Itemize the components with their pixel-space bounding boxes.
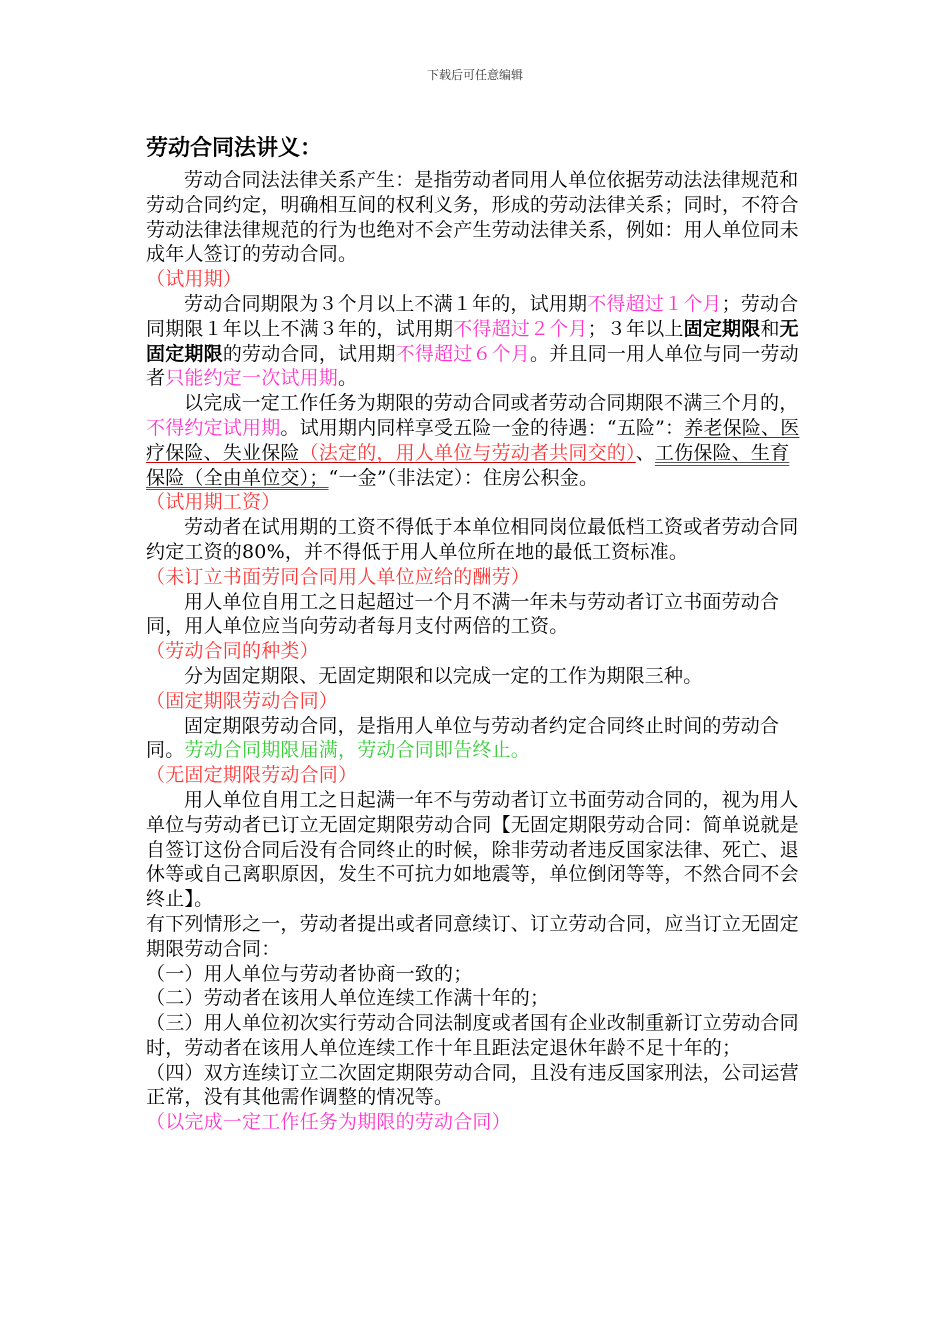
task-probation-paragraph: 以完成一定工作任务为期限的劳动合同或者劳动合同期限不满三个月的，不得约定试用期。试用期内同样享受五险一金的待遇：“五险”：养老保险、医疗保险、失业保险（法定的，用人单位与劳动者共同交的）、工伤保险、生育保险（全由单位交）；“一金”（非法定）：住房公积金。 xyxy=(146,392,800,489)
heading-types: （劳动合同的种类） xyxy=(146,640,319,663)
no-contract-paragraph: 用人单位自用工之日起超过一个月不满一年未与劳动者订立书面劳动合同，用人单位应当向劳动者每月支付两倍的工资。 xyxy=(146,590,780,638)
list-item: （二）劳动者在该用人单位连续工作满十年的； xyxy=(146,987,550,1010)
heading-task: （以完成一定工作任务为期限的劳动合同） xyxy=(146,1111,511,1134)
heading-probation: （试用期） xyxy=(146,268,243,291)
heading-open: （无固定期限劳动合同） xyxy=(146,764,358,787)
probation-paragraph: 劳动合同期限为３个月以上不满１年的，试用期不得超过１个月；劳动合同期限１年以上不满３年的，试用期不得超过２个月；３年以上固定期限和无固定期限的劳动合同，试用期不得超过６个月。并且同一用人单位与同一劳动者只能约定一次试用期。 xyxy=(146,292,799,390)
conditions-intro: 有下列情形之一，劳动者提出或者同意续订、订立劳动合同，应当订立无固定期限劳动合同： xyxy=(146,912,799,960)
heading-fixed: （固定期限劳动合同） xyxy=(146,689,339,712)
heading-no-contract: （未订立书面劳同合同用人单位应给的酬劳） xyxy=(146,565,531,588)
intro-paragraph: 劳动合同法法律关系产生：是指劳动者同用人单位依据劳动法法律规范和劳动合同约定，明确相互间的权利义务，形成的劳动法律关系；同时，不符合劳动法律法律规范的行为也绝对不会产生劳动法律关系，例如：用人单位同未成年人签订的劳动合同。 xyxy=(146,169,799,266)
types-paragraph: 分为固定期限、无固定期限和以完成一定的工作为期限三种。 xyxy=(184,664,703,687)
document-title: 劳动合同法讲义： xyxy=(146,135,323,161)
probation-wage-paragraph: 劳动者在试用期的工资不得低于本单位相同岗位最低档工资或者劳动合同约定工资的80%，并不得低于用人单位所在地的最低工资标准。 xyxy=(146,516,799,563)
list-item: （三）用人单位初次实行劳动合同法制度或者国有企业改制重新订立劳动合同时，劳动者在该用人单位连续工作十年且距法定退休年龄不足十年的； xyxy=(146,1012,799,1059)
list-item: （一）用人单位与劳动者协商一致的； xyxy=(146,962,473,985)
document-body xyxy=(146,130,808,1135)
fixed-paragraph: 固定期限劳动合同，是指用人单位与劳动者约定合同终止时间的劳动合同。劳动合同期限届满，劳动合同即告终止。 xyxy=(146,714,780,762)
open-paragraph: 用人单位自用工之日起满一年不与劳动者订立书面劳动合同的，视为用人单位与劳动者已订立无固定期限劳动合同【无固定期限劳动合同：简单说就是自签订这份合同后没有合同终止的时候，除非劳动者违反国家法律、死亡、退休等或自己离职原因，发生不可抗力如地震等，单位倒闭等等，不然合同不会终止】。 xyxy=(146,788,799,911)
list-item: （四）双方连续订立二次固定期限劳动合同，且没有违反国家刑法，公司运营正常，没有其他需作调整的情况等。 xyxy=(146,1061,799,1109)
heading-probation-wage: （试用期工资） xyxy=(146,491,281,514)
page-header: 下载后可任意编辑 xyxy=(426,68,523,82)
